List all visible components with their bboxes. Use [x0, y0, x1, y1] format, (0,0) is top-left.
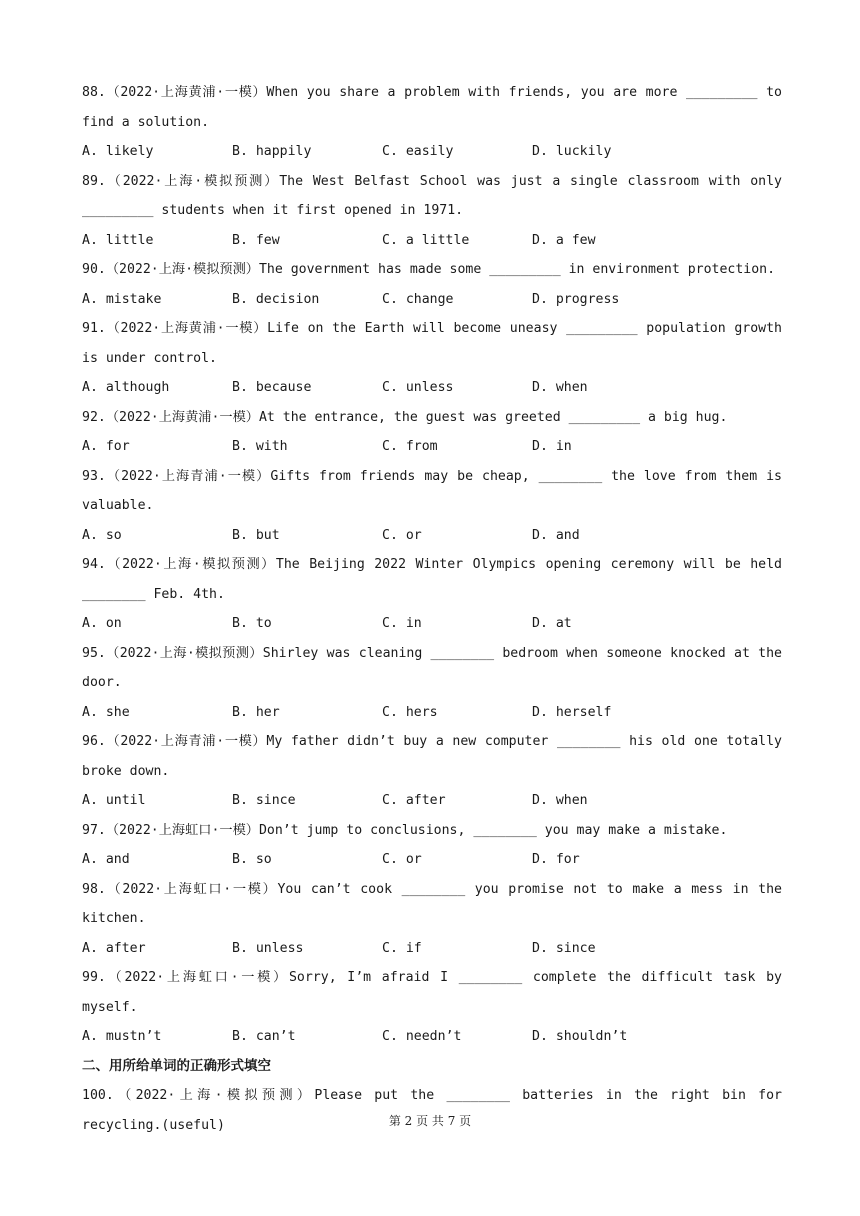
question-91: [82, 314, 790, 373]
answer-option: B. happily: [232, 144, 312, 159]
question-text: （2022·上海虹口·一模）Sorry, I’m afraid I ________ complete the difficult task by myself.: [82, 970, 790, 1015]
answer-option: C. in: [382, 616, 422, 631]
question-92: [82, 403, 782, 433]
answer-option: A. she: [82, 704, 130, 720]
answer-option: A. after: [82, 940, 146, 956]
answer-option: C. or: [382, 852, 422, 867]
question-89: [82, 167, 790, 226]
answer-options: [82, 432, 782, 462]
question-number: 100.: [82, 1088, 114, 1103]
answer-option: A. mustn’t: [82, 1029, 162, 1044]
question-94: [82, 550, 790, 609]
question-text: （2022·上海·模拟预测）Please put the ________ batteries in the right bin for recycling.(useful): [82, 1088, 790, 1133]
question-text: （2022·上海黄浦·一模）When you share a problem with friends, you are more _________ to find a solution.: [82, 85, 790, 130]
question-text: （2022·上海·模拟预测）The West Belfast School was just a single classroom with only _________ students when it first opened in 1971.: [82, 173, 790, 218]
answer-option: C. unless: [382, 380, 454, 395]
question-number: 89.: [82, 173, 106, 189]
question-text: （2022·上海青浦·一模）Gifts from friends may be cheap, ________ the love from them is valuable.: [82, 468, 790, 513]
answer-option: D. shouldn’t: [532, 1029, 628, 1044]
answer-option: B. can’t: [232, 1029, 296, 1044]
question-number: 95.: [82, 645, 106, 661]
question-number: 94.: [82, 557, 106, 572]
question-number: 91.: [82, 321, 106, 336]
question-text: （2022·上海·模拟预测）The Beijing 2022 Winter Olympics opening ceremony will be held ________ Feb. 4th.: [82, 557, 790, 602]
answer-options: [82, 1022, 782, 1052]
answer-option: C. a little: [382, 232, 470, 248]
answer-option: A. although: [82, 380, 170, 395]
question-number: 97.: [82, 822, 106, 838]
answer-option: C. after: [382, 793, 446, 808]
answer-options: [82, 786, 782, 816]
question-list: [82, 78, 790, 1052]
answer-options: [82, 934, 782, 964]
page-footer: 第 2 页 共 7 页: [388, 1114, 472, 1128]
answer-option: B. unless: [232, 940, 304, 956]
question-93: [82, 462, 790, 521]
question-number: 90.: [82, 262, 106, 277]
question-96: [82, 727, 790, 786]
question-text: （2022·上海黄浦·一模）Life on the Earth will become uneasy _________ population growth is under control.: [82, 321, 790, 366]
answer-options: [82, 845, 782, 875]
answer-option: A. mistake: [82, 291, 162, 307]
answer-option: D. a few: [532, 232, 596, 248]
question-number: 92.: [82, 409, 106, 425]
section-title: 二、用所给单词的正确形式填空: [82, 1057, 271, 1074]
answer-option: D. herself: [532, 704, 612, 720]
answer-option: A. on: [82, 616, 122, 631]
answer-option: D. progress: [532, 291, 620, 307]
question-text: （2022·上海青浦·一模）My father didn’t buy a new computer ________ his old one totally broke down.: [82, 734, 790, 779]
answer-option: B. but: [232, 527, 280, 543]
answer-options: [82, 285, 782, 315]
answer-option: B. to: [232, 616, 272, 631]
answer-options: [82, 521, 782, 551]
answer-option: D. at: [532, 616, 572, 631]
question-99: [82, 963, 790, 1022]
question-number: 88.: [82, 85, 106, 100]
answer-option: C. needn’t: [382, 1029, 462, 1044]
question-95: [82, 639, 790, 698]
question-number: 96.: [82, 734, 106, 749]
answer-options: [82, 609, 782, 639]
answer-option: A. until: [82, 793, 146, 808]
answer-option: D. for: [532, 852, 580, 867]
answer-option: B. decision: [232, 291, 320, 307]
question-97: [82, 816, 782, 846]
page-content: [82, 78, 790, 1140]
answer-option: C. change: [382, 291, 454, 307]
answer-options: [82, 698, 782, 728]
question-100: [82, 1081, 790, 1140]
answer-option: C. or: [382, 527, 422, 543]
question-number: 93.: [82, 468, 106, 484]
answer-option: C. easily: [382, 144, 454, 159]
question-text: （2022·上海·模拟预测）The government has made some _________ in environment protection.: [105, 262, 776, 277]
answer-option: D. when: [532, 380, 588, 395]
answer-option: A. little: [82, 232, 154, 248]
answer-option: C. if: [382, 940, 422, 956]
answer-option: D. in: [532, 439, 572, 454]
answer-option: A. so: [82, 527, 122, 543]
answer-option: B. because: [232, 380, 312, 395]
question-text: （2022·上海黄浦·一模）At the entrance, the guest was greeted _________ a big hug.: [105, 409, 728, 425]
answer-options: [82, 373, 782, 403]
question-90: [82, 255, 782, 285]
question-88: [82, 78, 790, 137]
question-text: （2022·上海虹口·一模）You can’t cook ________ you promise not to make a mess in the kitchen.: [82, 881, 790, 926]
answer-option: D. and: [532, 527, 580, 543]
answer-option: A. for: [82, 439, 130, 454]
question-text: （2022·上海虹口·一模）Don’t jump to conclusions, ________ you may make a mistake.: [105, 822, 728, 838]
question-98: [82, 875, 790, 934]
question-text: （2022·上海·模拟预测）Shirley was cleaning ________ bedroom when someone knocked at the door.: [82, 645, 790, 690]
answer-option: B. with: [232, 439, 288, 454]
answer-option: B. so: [232, 852, 272, 867]
answer-option: D. when: [532, 793, 588, 808]
answer-option: D. luckily: [532, 144, 612, 159]
answer-options: [82, 137, 782, 167]
answer-option: A. and: [82, 852, 130, 867]
answer-option: B. few: [232, 232, 280, 248]
answer-options: [82, 226, 782, 256]
answer-option: C. hers: [382, 704, 438, 720]
question-number: 98.: [82, 881, 106, 897]
answer-option: B. her: [232, 704, 280, 720]
answer-option: B. since: [232, 793, 296, 808]
question-number: 99.: [82, 970, 106, 985]
answer-option: C. from: [382, 439, 438, 454]
answer-option: D. since: [532, 940, 596, 956]
answer-option: A. likely: [82, 144, 154, 159]
